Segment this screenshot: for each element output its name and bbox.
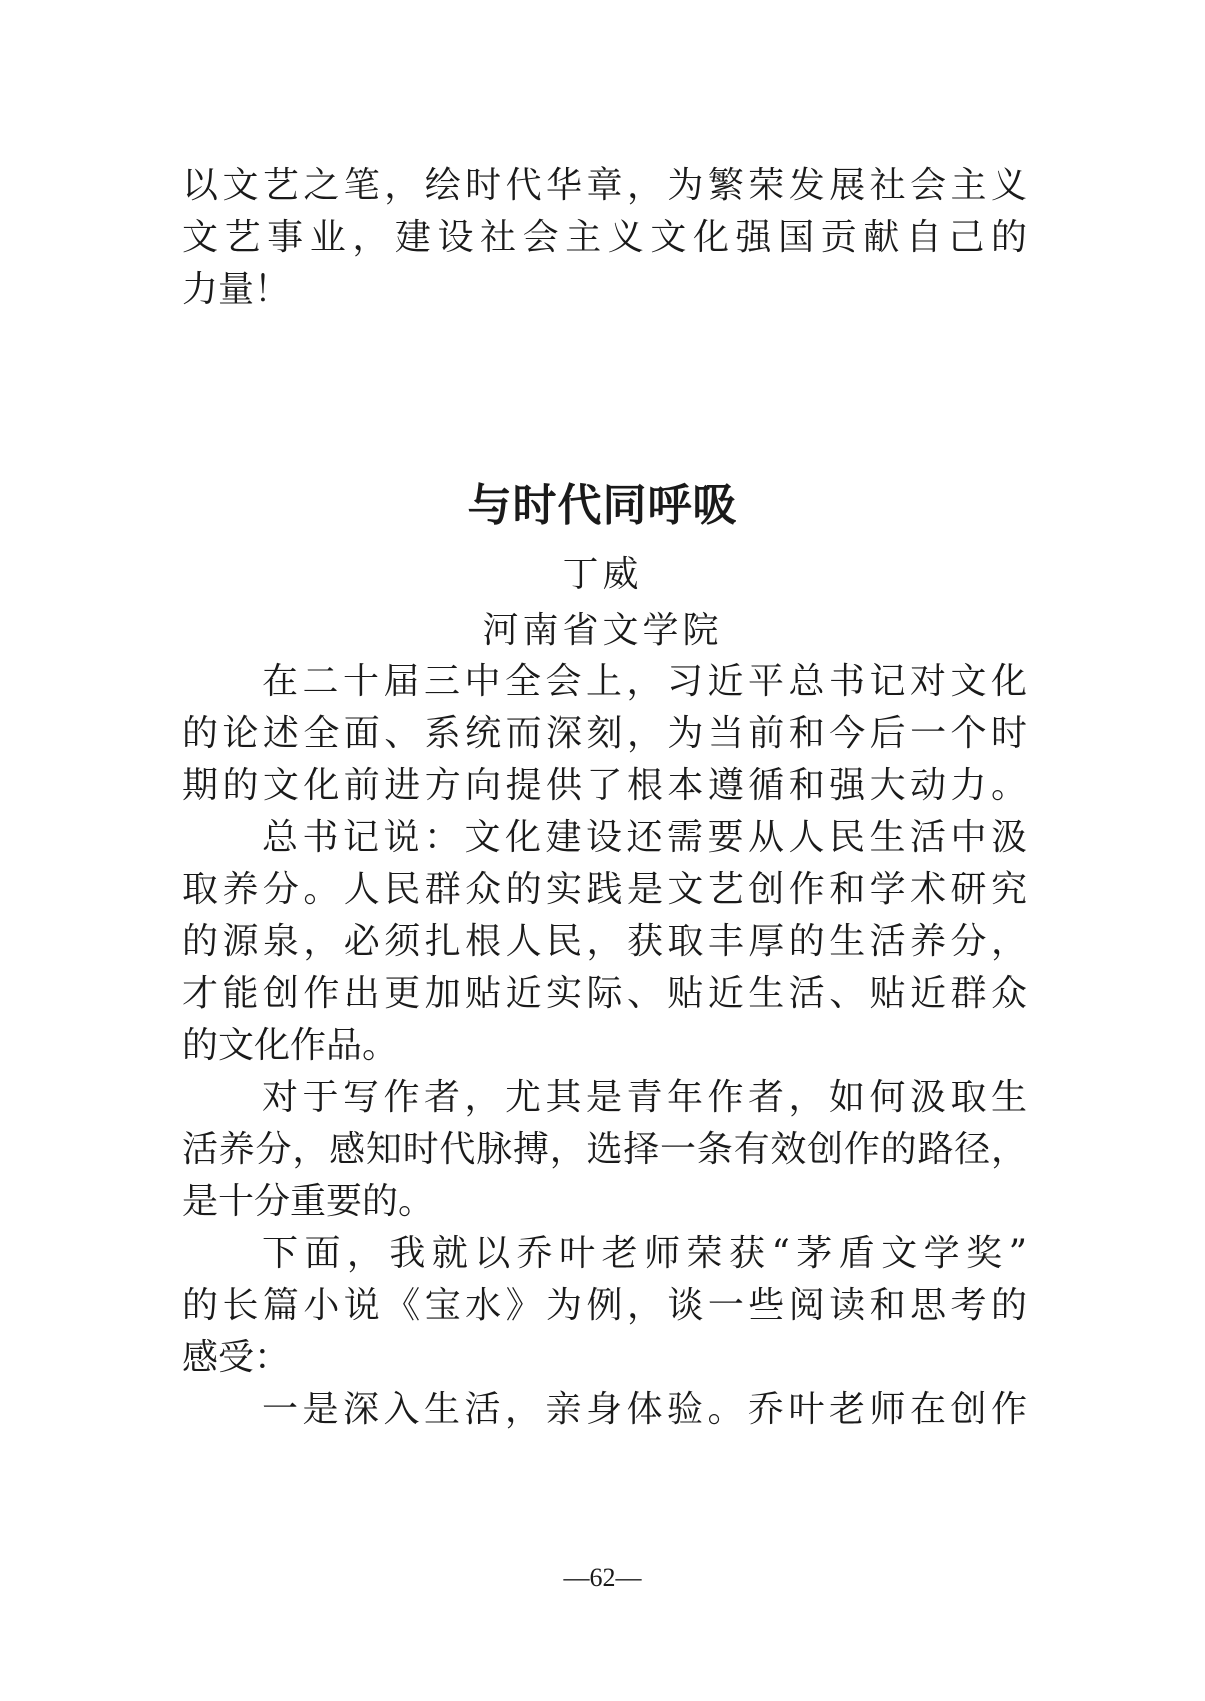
text-line: 一是深入生活，亲身体验。乔叶老师在创作 bbox=[262, 1389, 1027, 1430]
text-line: 总书记说：文化建设还需要从人民生活中汲 bbox=[262, 817, 1027, 858]
text-line: 对于写作者，尤其是青年作者，如何汲取生 bbox=[262, 1077, 1027, 1118]
text-line: 力量！ bbox=[182, 269, 291, 310]
article-author: 丁威 bbox=[562, 554, 643, 595]
text-line: 才能创作出更加贴近实际、贴近生活、贴近群众 bbox=[182, 973, 1027, 1014]
text-line: 的长篇小说《宝水》为例，谈一些阅读和思考的 bbox=[182, 1285, 1027, 1326]
text-line: 文艺事业，建设社会主义文化强国贡献自己的 bbox=[182, 217, 1027, 258]
text-line: 在二十届三中全会上，习近平总书记对文化 bbox=[262, 661, 1027, 702]
text-line: 感受： bbox=[182, 1337, 291, 1378]
text-line: 期的文化前进方向提供了根本遵循和强大动力。 bbox=[182, 765, 1027, 806]
text-line: 是十分重要的。 bbox=[182, 1181, 435, 1222]
text-line: 的论述全面、系统而深刻，为当前和今后一个时 bbox=[182, 713, 1027, 754]
article-title: 与时代同呼吸 bbox=[467, 480, 738, 531]
text-line: 下面，我就以乔叶老师荣获“茅盾文学奖” bbox=[262, 1233, 1027, 1274]
text-line: 取养分。人民群众的实践是文艺创作和学术研究 bbox=[182, 869, 1027, 910]
author-affiliation: 河南省文学院 bbox=[482, 610, 723, 651]
text-line: 的文化作品。 bbox=[182, 1025, 399, 1066]
text-line: 活养分，感知时代脉搏，选择一条有效创作的路径， bbox=[182, 1129, 1027, 1170]
page-number: —62— bbox=[563, 1563, 642, 1592]
text-line: 以文艺之笔，绘时代华章，为繁荣发展社会主义 bbox=[182, 165, 1027, 206]
text-line: 的源泉，必须扎根人民，获取丰厚的生活养分， bbox=[182, 921, 1027, 962]
